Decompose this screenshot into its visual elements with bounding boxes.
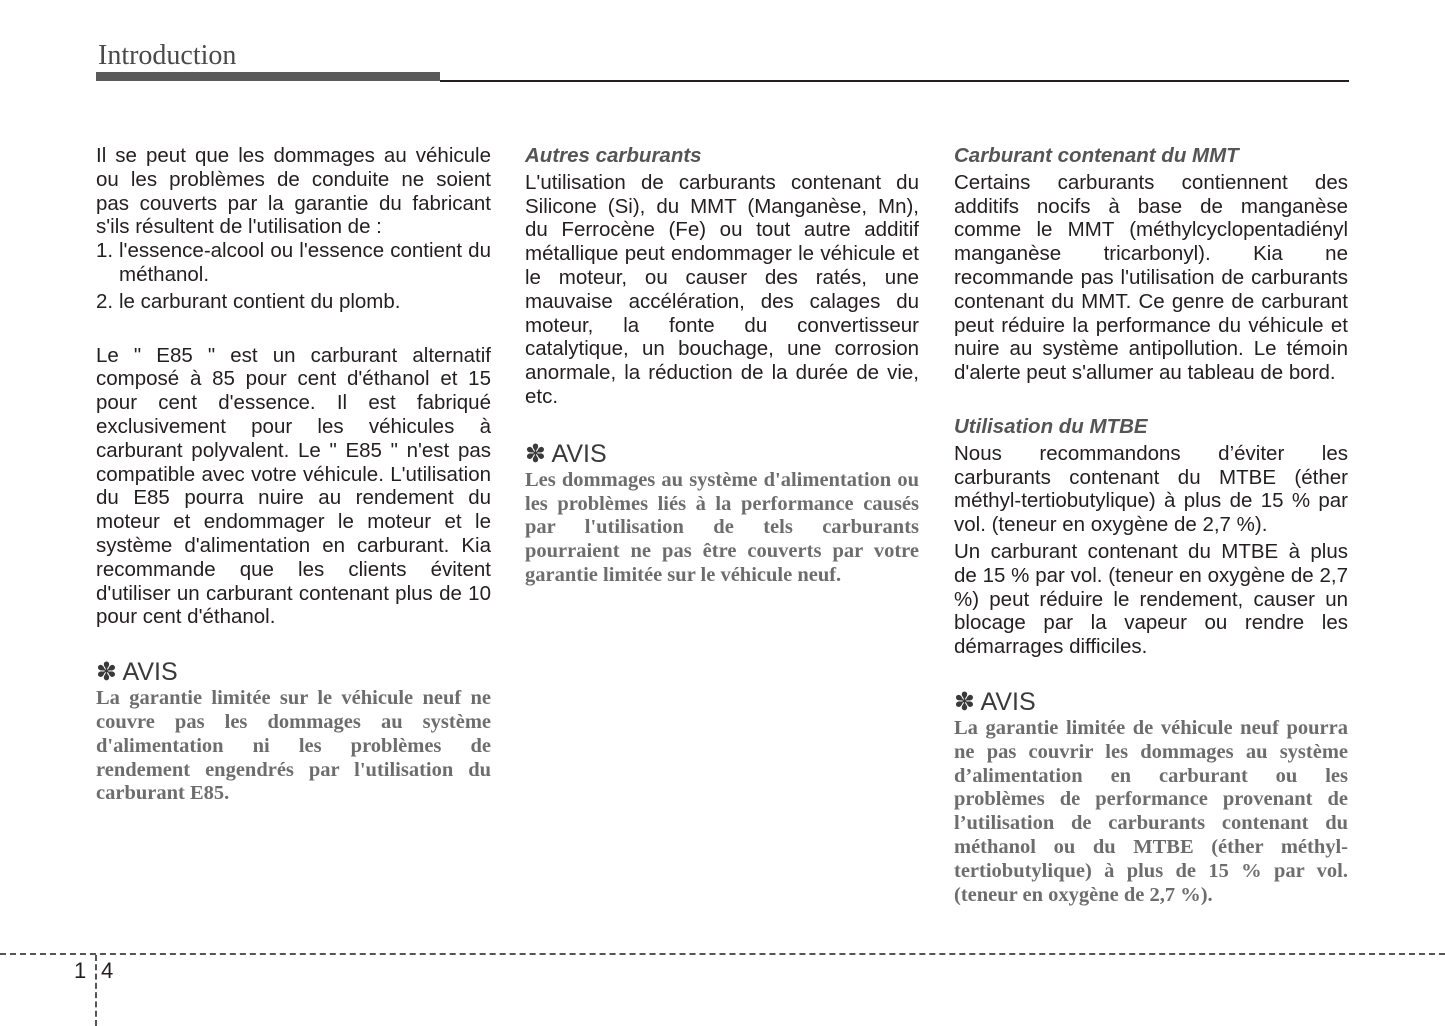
footer-dashed-divider [95, 955, 97, 1026]
intro-paragraph: Il se peut que les dommages au véhicule ou les problèmes de conduite ne soient pas couverts par la garantie du fabricant s'ils résultent de l'utilisation de : [96, 144, 491, 239]
list-item [96, 239, 491, 287]
section-heading-mmt: Carburant contenant du MMT [954, 144, 1239, 167]
section-heading-other-fuels: Autres carburants [525, 144, 702, 167]
notice-text: La garantie limitée sur le véhicule neuf ne couvre pas les dommages au système d'alimentation ni les problèmes de rendement engendrés par l'utilisation du carburant E85. [96, 687, 491, 805]
notice-heading: ✽ AVIS [954, 687, 1036, 716]
section-heading-mtbe: Utilisation du MTBE [954, 414, 1148, 438]
column-3 [954, 144, 1348, 907]
list-number: 2. [96, 289, 114, 313]
notice-text: Les dommages au système d'alimentation ou les problèmes liés à la performance causés par l'utilisation de tels carburants pourraient ne pas être couverts par votre garantie limitée sur le véhicule neuf. [525, 468, 919, 586]
page-title: Introduction [98, 40, 237, 71]
chapter-number: 1 [74, 958, 87, 983]
notice-heading: ✽ AVIS [525, 439, 607, 468]
e85-paragraph: Le " E85 " est un carburant alternatif composé à 85 pour cent d'éthanol et 15 pour cent d'essence. Il est fabriqué exclusivement pour les véhicules à carburant polyvalent. Le " E85 " n'est pas compatible avec votre véhicule. L'utilisation du E85 pourra nuire au rendement du moteur et endommager le moteur et le système d'alimentation en carburant. Kia recommande que les clients évitent d'utiliser un carburant contenant plus de 10 pour cent d'éthanol. [96, 343, 491, 629]
list-item [96, 290, 491, 314]
mtbe-paragraph-1: Nous recommandons d’éviter les carburants contenant du MTBE (éther méthyl-tertiobutylique) à plus de 15 % par vol. (teneur en oxygène de 2,7 %). [954, 441, 1348, 537]
column-2 [525, 144, 919, 588]
list-text: le carburant contient du plomb. [119, 289, 401, 313]
mtbe-paragraph-2: Un carburant contenant du MTBE à plus de 15 % par vol. (teneur en oxygène de 2,7 %) peut réduire le rendement, causer un blocage par la vapeur ou rendre les démarrages difficiles. [954, 539, 1348, 659]
mmt-paragraph: Certains carburants contiennent des additifs nocifs à base de manganèse comme le MMT (méthylcyclopentadiényl manganèse tricarbonyl). Kia ne recommande pas l'utilisation de carburants contenant du MMT. Ce genre de carburant peut réduire la performance du véhicule et nuire au système antipollution. Le témoin d'alerte peut s'allumer au tableau de bord. [954, 170, 1348, 385]
column-1 [96, 144, 491, 806]
footer-dashed-rule [0, 953, 1445, 955]
page-number: 4 [101, 958, 114, 983]
list-text: l'essence-alcool ou l'essence contient du méthanol. [119, 239, 491, 286]
header-bar [96, 72, 440, 81]
list-number: 1. [96, 239, 114, 263]
other-fuels-paragraph: L'utilisation de carburants contenant du Silicone (Si), du MMT (Manganèse, Mn), du Ferrocène (Fe) ou tout autre additif métallique peut endommager le véhicule et le moteur, ou causer des ratés, une mauvaise accélération, des calages du moteur, la fonte du convertisseur catalytique, un bouchage, une corrosion anormale, la réduction de la durée de vie, etc. [525, 170, 919, 408]
header-rule [440, 80, 1349, 82]
notice-heading: ✽ AVIS [96, 658, 178, 687]
notice-text: La garantie limitée de véhicule neuf pourra ne pas couvrir les dommages au système d’alimentation en carburant ou les problèmes de performance provenant de l’utilisation de carburants contenant du méthanol ou du MTBE (éther méthyl-tertiobutylique) à plus de 15 % par vol. (teneur en oxygène de 2,7 %). [954, 716, 1348, 906]
